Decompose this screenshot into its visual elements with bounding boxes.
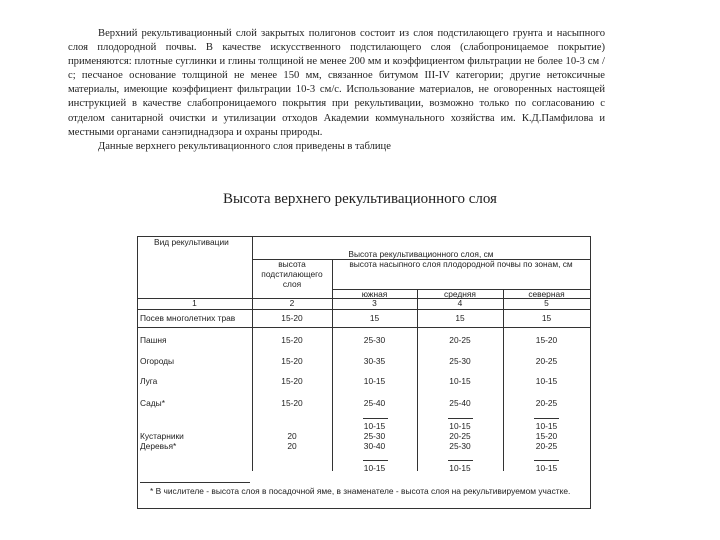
paragraph-2: Данные верхнего рекультивационного слоя приведены в таблице <box>98 140 391 152</box>
row-cell: 20-25 <box>535 441 558 451</box>
header-height: Высота рекультивационного слоя, см <box>348 249 494 259</box>
row-cell: 20-25 <box>535 356 558 366</box>
row-cell: 15-20 <box>281 356 303 366</box>
col-num: 4 <box>457 298 463 308</box>
row-cell: 30-40 <box>363 441 386 451</box>
zone-north: северная <box>528 289 565 299</box>
row-cell: 10-15 <box>363 376 386 386</box>
row-cell: 25-40 <box>449 398 471 408</box>
row-label: Посев многолетних трав <box>140 313 236 323</box>
row-label: Сады* <box>140 398 165 408</box>
row-cell: 15 <box>455 313 465 323</box>
row-cell: 15-20 <box>281 376 303 386</box>
row-cell: 15-20 <box>535 431 558 441</box>
row-cell: 10-15 <box>363 421 386 431</box>
col-num: 2 <box>289 298 295 308</box>
row-cell: 30-35 <box>363 356 386 366</box>
table-title: Высота верхнего рекультивационного слоя <box>223 191 497 207</box>
row-cell: 10-15 <box>449 463 471 473</box>
row-cell: 25-30 <box>363 335 386 345</box>
row-label: Пашня <box>140 335 167 345</box>
col-num: 5 <box>544 298 549 308</box>
row-label: Деревья* <box>140 441 177 451</box>
row-cell: 20-25 <box>449 431 471 441</box>
header-kind: Вид рекультивации <box>154 237 229 247</box>
zone-south: южная <box>361 289 388 299</box>
row-cell: 20-25 <box>535 398 558 408</box>
paragraph-1: Верхний рекультивационный слой закрытых полигонов состоит из слоя подстилающего грунта и насыпного слоя плодородной почвы. В качестве искусственного подстилающего слоя (слабопроницаемое покрытие) применяются: плотные суглинки и глины толщиной не менее 200 мм и коэффициентом фильтрации не более 10-3 см /с; песчаное основание толщиной не менее 150 мм, связанное битумом III-IV категории; другие нетоксичные материалы, имеющие коэффициент фильтрации 10-3 см/с. Использование материалов, не оговоренных настоящей инструкцией в качестве слабопроницаемого покрытия при рекультивации, возможно только по согласованию с отделом санитарной очистки и утилизации отходов Академии коммунального хозяйства им. К.Д.Памфилова и местными органами санэпиднадзора и охраны природы. <box>68 28 605 138</box>
row-label: Огороды <box>140 356 175 366</box>
col-num: 3 <box>372 298 377 308</box>
body-text <box>68 27 605 154</box>
row-cell: 15 <box>369 313 380 323</box>
header-sub-2: подстилающего <box>261 269 323 279</box>
row-cell: 25-30 <box>449 441 471 451</box>
row-cell: 25-30 <box>363 431 386 441</box>
row-cell: 10-15 <box>535 421 558 431</box>
col-num: 1 <box>192 298 197 308</box>
row-cell: 10-15 <box>535 376 558 386</box>
row-cell: 20 <box>287 441 297 451</box>
row-cell: 15 <box>541 313 552 323</box>
row-cell: 10-15 <box>535 463 558 473</box>
header-soil: высота насыпного слоя плодородной почвы по зонам, см <box>349 259 573 269</box>
row-cell: 20-25 <box>449 335 471 345</box>
row-cell: 10-15 <box>449 376 471 386</box>
row-label: Луга <box>140 376 158 386</box>
row-cell: 10-15 <box>363 463 386 473</box>
row-cell: 15-20 <box>535 335 558 345</box>
zone-middle: средняя <box>444 289 476 299</box>
row-cell: 25-40 <box>363 398 386 408</box>
row-cell: 15-20 <box>281 398 303 408</box>
row-cell: 25-30 <box>449 356 471 366</box>
row-cell: 15-20 <box>281 335 303 345</box>
header-sub-1: высота <box>278 259 306 269</box>
row-cell: 10-15 <box>449 421 471 431</box>
row-label: Кустарники <box>140 431 184 441</box>
header-sub-3: слоя <box>282 279 302 289</box>
footnote: * В числителе - высота слоя в посадочной яме, в знаменателе - высота слоя на рекультивируемом участке. <box>150 486 571 496</box>
row-cell: 20 <box>287 431 297 441</box>
row-cell: 15-20 <box>281 313 303 323</box>
